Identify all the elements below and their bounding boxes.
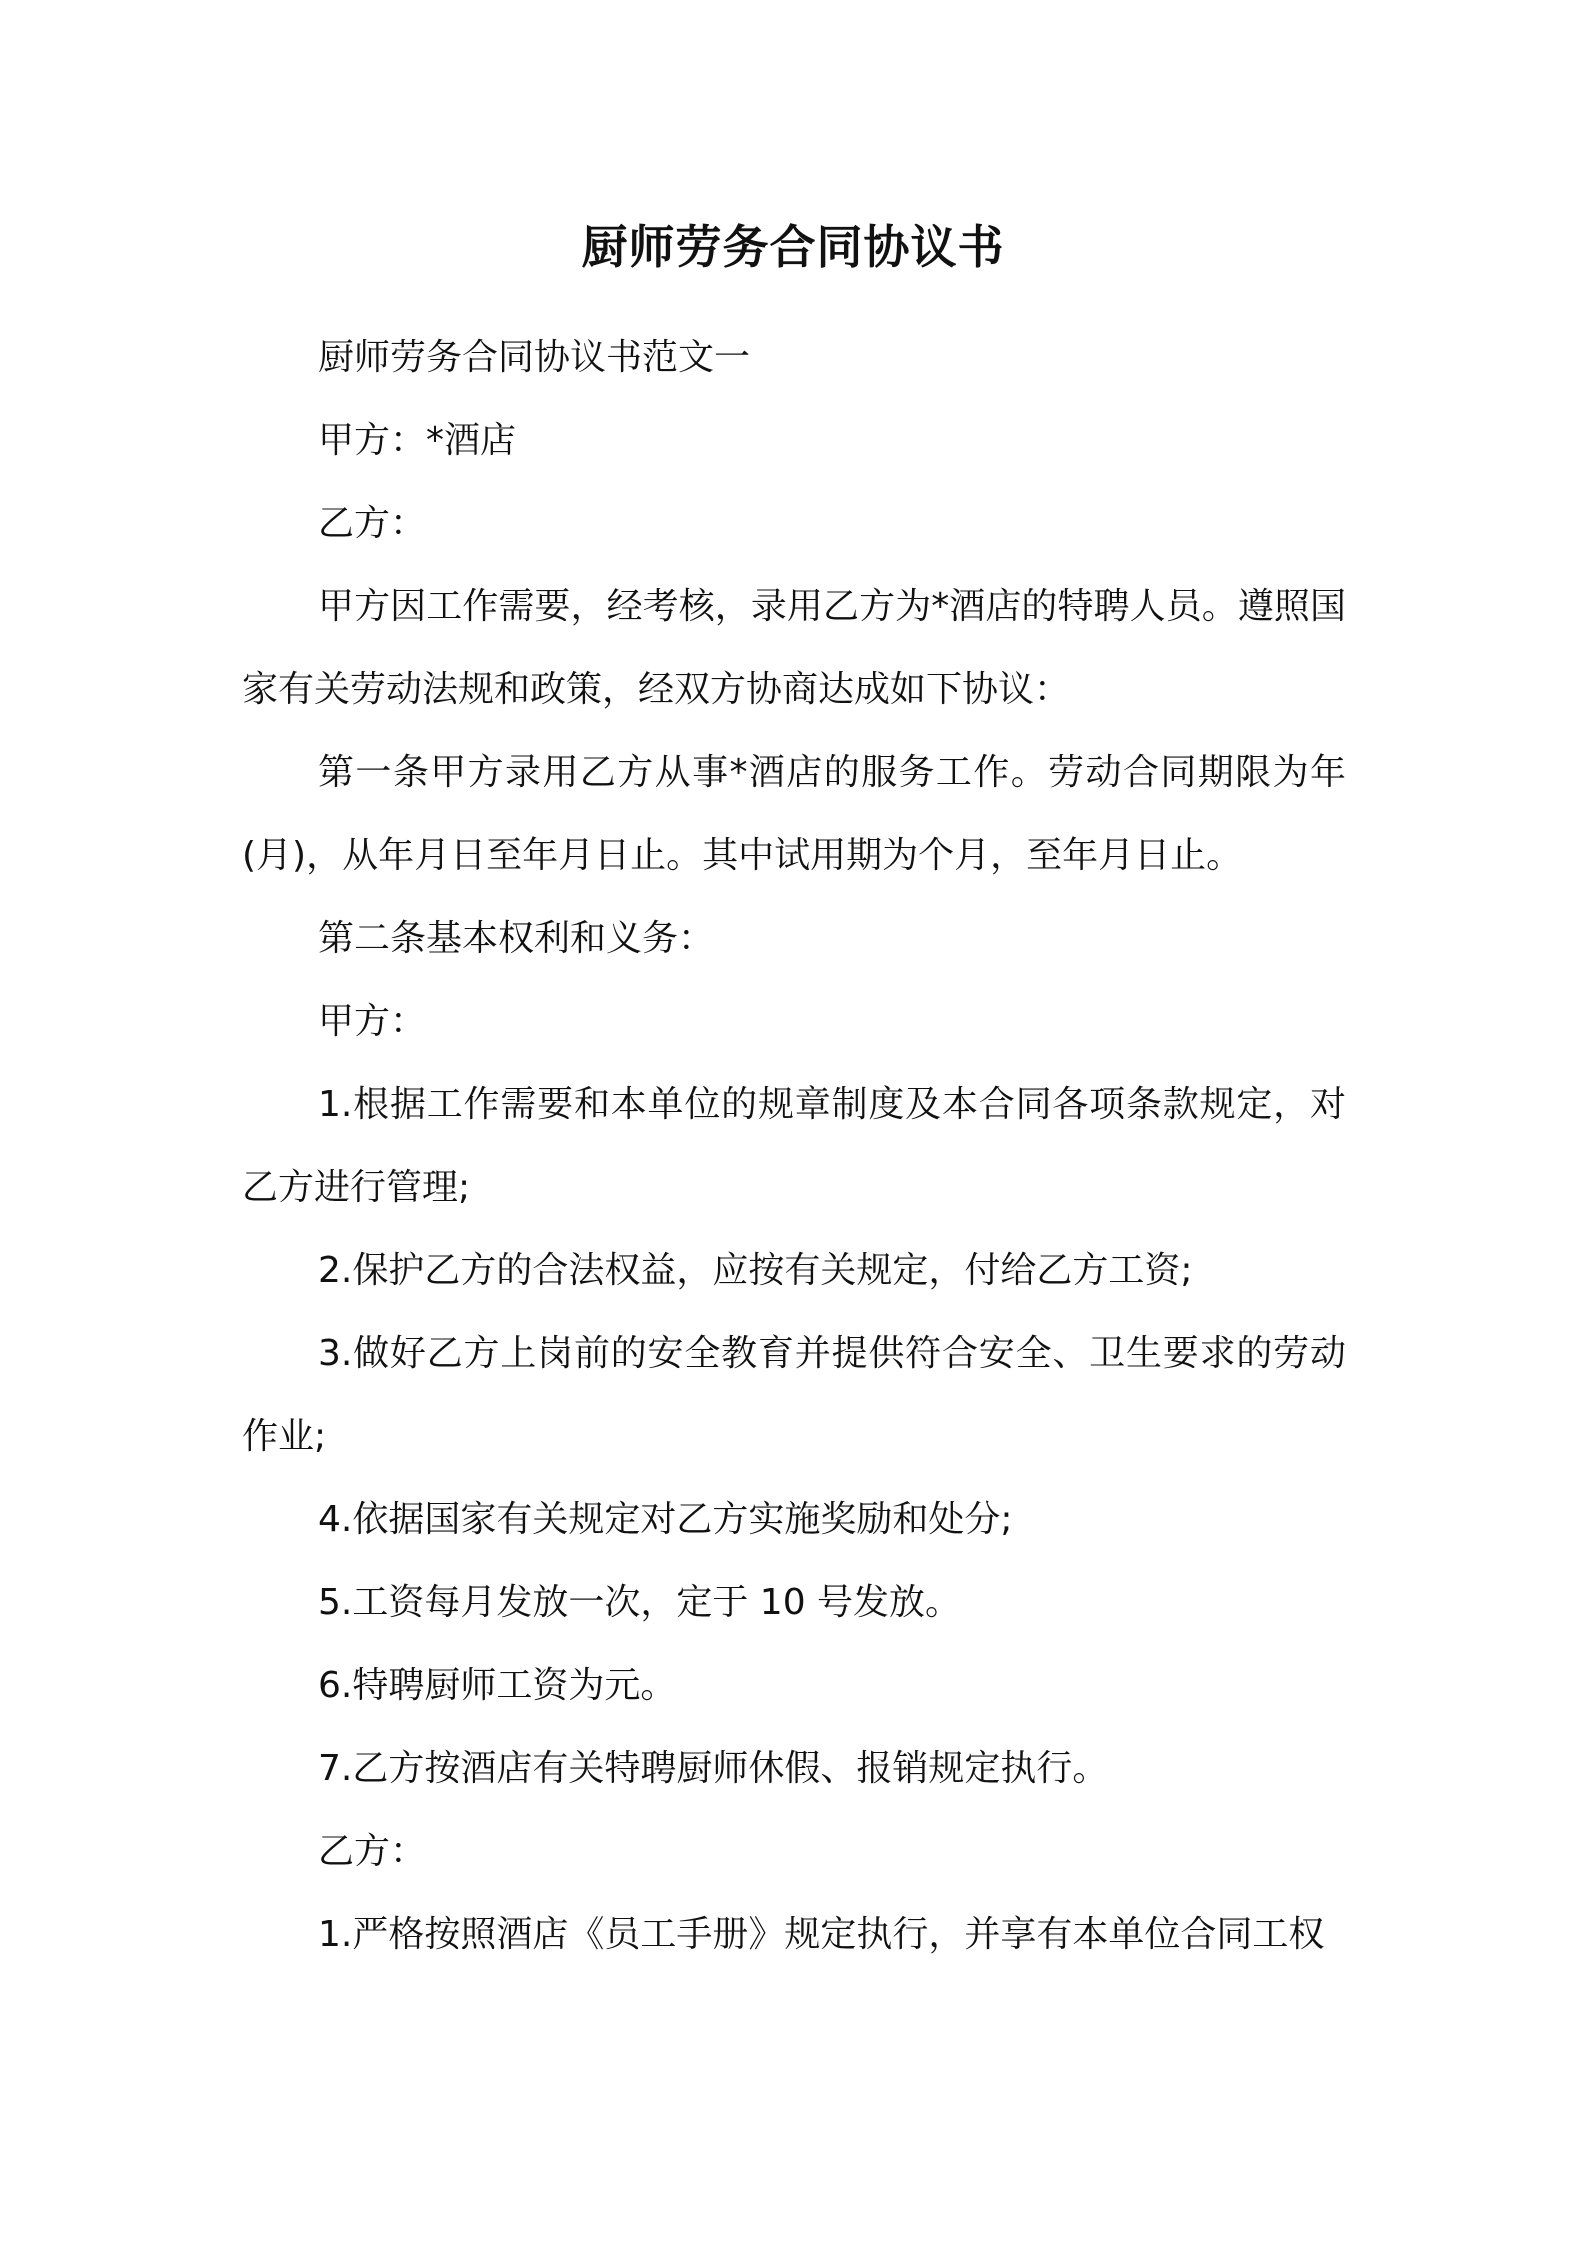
paragraph-party-a-heading: 甲方： bbox=[318, 1001, 427, 1042]
paragraph-party-a-item-6: 6.特聘厨师工资为元。 bbox=[318, 1665, 677, 1706]
paragraph-article-1: 第一条甲方录用乙方从事*酒店的服务工作。劳动合同期限为年(月)，从年月日至年月日止。其中试用期为个月，至年月日止。 bbox=[242, 752, 1346, 876]
paragraph-party-b-heading: 乙方： bbox=[318, 1831, 427, 1872]
document-title: 厨师劳务合同协议书 bbox=[581, 220, 1005, 274]
paragraph-party-a-item-1: 1.根据工作需要和本单位的规章制度及本合同各项条款规定，对乙方进行管理; bbox=[242, 1084, 1346, 1208]
paragraph-party-a-item-7: 7.乙方按酒店有关特聘厨师休假、报销规定执行。 bbox=[318, 1748, 1109, 1789]
paragraph-party-b: 乙方： bbox=[318, 503, 427, 544]
paragraph-intro: 甲方因工作需要，经考核，录用乙方为*酒店的特聘人员。遵照国家有关劳动法规和政策，经双方协商达成如下协议： bbox=[242, 586, 1346, 710]
paragraph-party-a: 甲方：*酒店 bbox=[318, 420, 517, 461]
paragraph-subtitle: 厨师劳务合同协议书范文一 bbox=[318, 337, 751, 378]
paragraph-party-b-item-1: 1.严格按照酒店《员工手册》规定执行，并享有本单位合同工权 bbox=[318, 1914, 1325, 1955]
paragraph-party-a-item-5: 5.工资每月发放一次，定于 10 号发放。 bbox=[318, 1582, 962, 1623]
paragraph-party-a-item-3: 3.做好乙方上岗前的安全教育并提供符合安全、卫生要求的劳动作业; bbox=[242, 1333, 1346, 1457]
paragraph-party-a-item-2: 2.保护乙方的合法权益，应按有关规定，付给乙方工资; bbox=[318, 1250, 1193, 1291]
paragraph-party-a-item-4: 4.依据国家有关规定对乙方实施奖励和处分; bbox=[318, 1499, 1013, 1540]
document-body bbox=[242, 316, 1346, 1976]
paragraph-article-2: 第二条基本权利和义务： bbox=[318, 918, 715, 959]
